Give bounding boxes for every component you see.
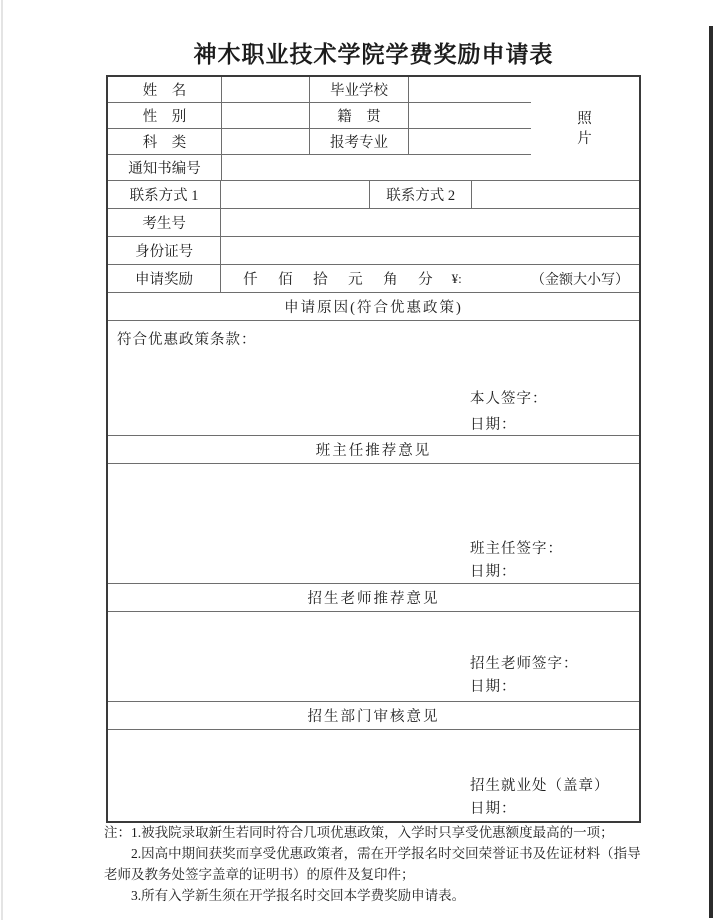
photo-box xyxy=(531,77,639,181)
section-header-admissions-dept: 招生部门审核意见 xyxy=(108,702,639,730)
field-value-native-place xyxy=(409,103,531,129)
table-row xyxy=(108,103,531,129)
field-value-contact-2 xyxy=(472,181,639,209)
table-row xyxy=(108,155,531,181)
field-label-gender: 性 别 xyxy=(108,103,222,129)
footnote-line-4: 3.所有入学新生须在开学报名时交回本学费奖励申请表。 xyxy=(131,888,466,903)
footnote-line-2: 2.因高中期间获奖而享受优惠政策者，需在开学报名时交回荣誉证书及佐证材料（指导 xyxy=(131,846,641,861)
section-body-admissions-dept xyxy=(108,730,639,821)
field-value-applied-major xyxy=(409,129,531,155)
footnotes xyxy=(104,822,649,906)
photo-label-line1: 照 xyxy=(577,110,593,127)
amount-words-hint: （金额大小写） xyxy=(531,272,629,288)
head-teacher-signature-label: 班主任签字： xyxy=(470,541,563,557)
field-label-contact-1: 联系方式 1 xyxy=(108,181,221,209)
field-label-contact-2: 联系方式 2 xyxy=(370,181,472,209)
field-value-gender xyxy=(222,103,310,129)
policy-terms-label: 符合优惠政策条款： xyxy=(117,332,257,348)
field-label-candidate-number: 考生号 xyxy=(108,209,221,237)
application-form-table xyxy=(106,75,641,823)
table-row xyxy=(108,129,531,155)
field-label-reward: 申请奖励 xyxy=(108,265,221,293)
reward-digit-units: 仟 佰 拾 元 角 分 xyxy=(243,272,436,288)
field-value-candidate-number xyxy=(221,209,639,237)
field-value-name xyxy=(222,77,310,103)
table-row xyxy=(108,265,639,293)
footnote-line-3: 老师及教务处签字盖章的证明书）的原件及复印件； xyxy=(104,867,415,882)
date-label: 日期： xyxy=(470,417,517,433)
field-label-name: 姓 名 xyxy=(108,77,222,103)
field-label-native-place: 籍 贯 xyxy=(310,103,409,129)
scan-edge-right xyxy=(709,26,713,918)
field-value-reward xyxy=(221,265,639,293)
footnote-prefix: 注： xyxy=(104,825,131,840)
footnote-text-1: 1.被我院录取新生若同时符合几项优惠政策，入学时只享受优惠额度最高的一项； xyxy=(131,825,614,840)
field-value-graduate-school xyxy=(409,77,531,103)
photo-label-line2: 片 xyxy=(577,130,593,147)
section-body-apply-reason xyxy=(108,321,639,436)
field-label-category: 科 类 xyxy=(108,129,222,155)
field-label-graduate-school: 毕业学校 xyxy=(310,77,409,103)
table-row xyxy=(108,209,639,237)
section-body-admissions-teacher xyxy=(108,612,639,702)
date-label: 日期： xyxy=(470,679,517,695)
field-label-notice-number: 通知书编号 xyxy=(108,155,222,181)
table-row xyxy=(108,181,639,209)
yuan-currency-sign: ¥: xyxy=(451,270,462,286)
section-body-head-teacher xyxy=(108,464,639,584)
top-info-group xyxy=(108,77,639,181)
field-value-notice-number xyxy=(222,155,531,181)
scan-edge-left xyxy=(1,0,3,920)
admissions-office-seal-label: 招生就业处（盖章） xyxy=(470,778,610,794)
field-label-applied-major: 报考专业 xyxy=(310,129,409,155)
section-header-admissions-teacher: 招生老师推荐意见 xyxy=(108,584,639,612)
date-label: 日期： xyxy=(470,801,517,817)
date-label: 日期： xyxy=(470,564,517,580)
applicant-signature-label: 本人签字： xyxy=(470,391,548,407)
section-header-apply-reason: 申请原因(符合优惠政策) xyxy=(108,293,639,321)
table-row xyxy=(108,77,531,103)
field-value-category xyxy=(222,129,310,155)
table-row xyxy=(108,237,639,265)
page-title: 神木职业技术学院学费奖励申请表 xyxy=(193,42,554,67)
field-label-id-number: 身份证号 xyxy=(108,237,221,265)
top-info-left xyxy=(108,77,531,181)
section-header-head-teacher: 班主任推荐意见 xyxy=(108,436,639,464)
admissions-teacher-signature-label: 招生老师签字： xyxy=(470,656,579,672)
footnote-line-1 xyxy=(104,822,649,843)
field-value-contact-1 xyxy=(221,181,370,209)
field-value-id-number xyxy=(221,237,639,265)
